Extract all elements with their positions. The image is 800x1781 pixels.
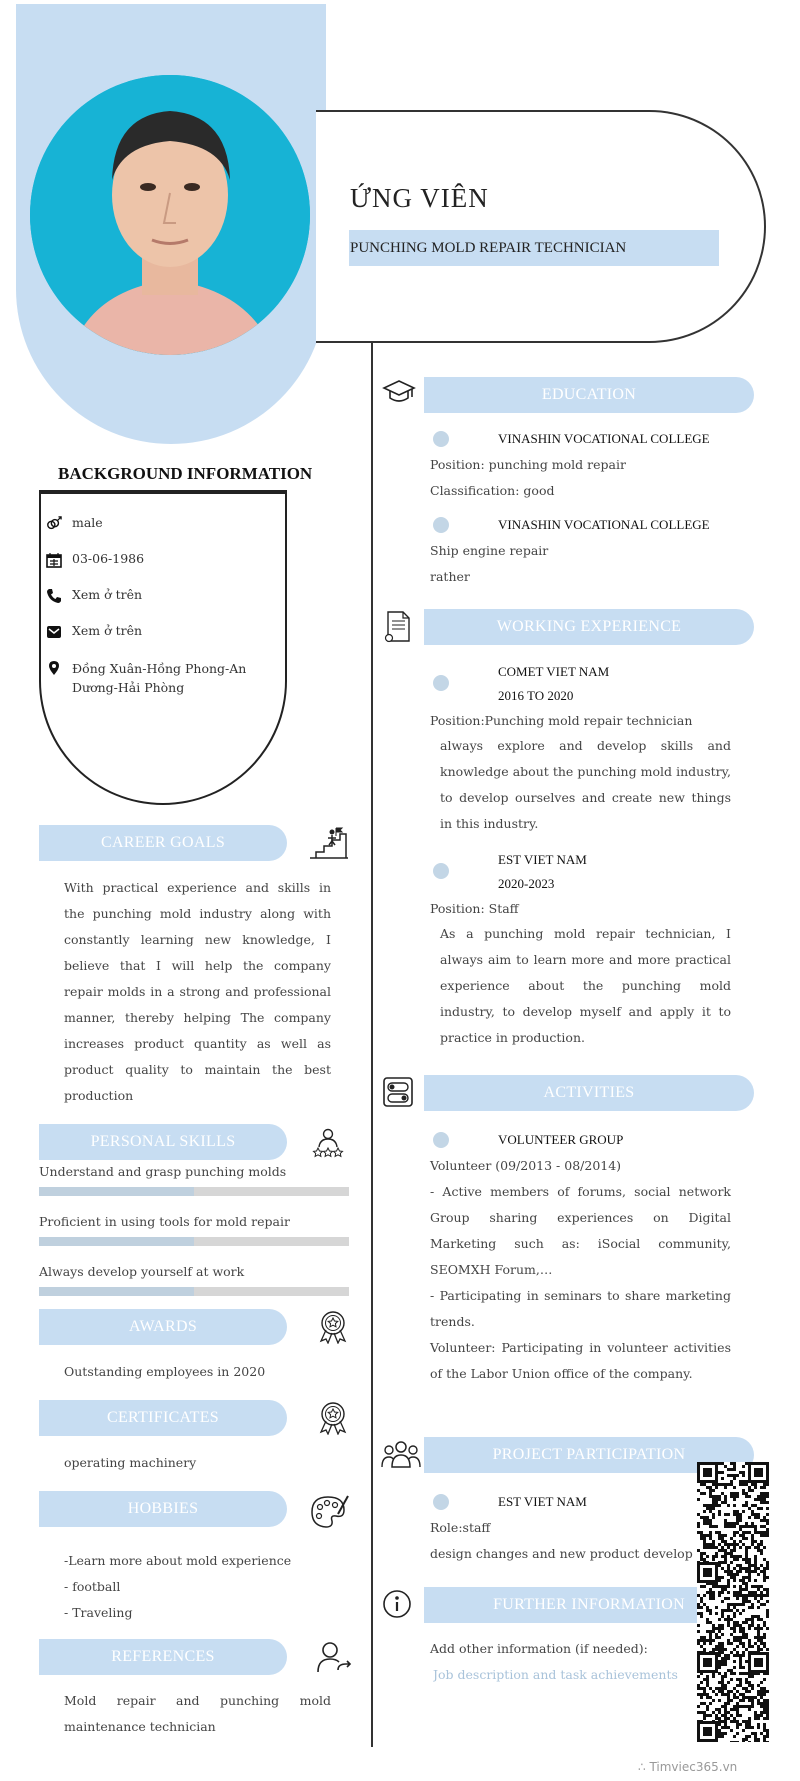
skill-bar-fill: [39, 1237, 194, 1246]
activity-role: Volunteer (09/2013 - 08/2014): [430, 1158, 622, 1173]
experience-position: Position:Punching mold repair technician: [430, 713, 693, 728]
calendar-icon: [46, 552, 62, 568]
gender-row: [46, 515, 276, 532]
phone-row: [46, 587, 276, 604]
education-header: EDUCATION: [424, 377, 754, 413]
awards-text: Outstanding employees in 2020: [64, 1364, 266, 1379]
qr-code-icon: [697, 1462, 769, 1742]
info-icon: [382, 1589, 412, 1619]
activities-toggle-icon: [382, 1076, 414, 1108]
skill-bar-fill: [39, 1187, 194, 1196]
background-info-frame: [39, 490, 287, 805]
experience-header: WORKING EXPERIENCE: [424, 609, 754, 645]
address-row: [46, 659, 276, 697]
gender-value: male: [72, 515, 103, 530]
activity-description: - Active members of forums, social network Group sharing experiences on Digital Marketing such as: iSocial community, SEOMXH Forum,…: [430, 1184, 731, 1277]
skill-bar: [39, 1187, 349, 1196]
references-text: Mold repair and punching mold maintenance technician: [64, 1693, 331, 1734]
skill-label: Understand and grasp punching molds: [39, 1164, 287, 1179]
experience-company: COMET VIET NAM: [498, 664, 610, 679]
experience-period: 2020-2023: [498, 876, 555, 891]
education-detail: Classification: good: [430, 483, 555, 498]
activity-description: - Participating in seminars to share marketing trends.: [430, 1288, 731, 1329]
candidate-name: ỨNG VIÊN: [350, 183, 489, 213]
birthday-row: [46, 551, 276, 568]
graduation-cap-icon: [382, 378, 416, 406]
education-detail: Ship engine repair: [430, 543, 549, 558]
references-header: REFERENCES: [39, 1639, 287, 1675]
experience-description: always explore and develop skills and knowledge about the punching mold industry, to develop ourselves and create new things in this industry.: [440, 738, 731, 831]
education-school: VINASHIN VOCATIONAL COLLEGE: [498, 517, 710, 532]
list-bullet: [433, 517, 449, 533]
list-bullet: [433, 863, 449, 879]
certificates-text: operating machinery: [64, 1455, 197, 1470]
paint-palette-icon: [308, 1494, 350, 1530]
background-info-title: BACKGROUND INFORMATION: [58, 464, 313, 483]
experience-period: 2016 TO 2020: [498, 688, 574, 703]
list-bullet: [433, 1494, 449, 1510]
award-medal-icon: [318, 1310, 348, 1344]
personal-skills-header: PERSONAL SKILLS: [39, 1124, 287, 1160]
list-bullet: [433, 1132, 449, 1148]
projects-header: PROJECT PARTICIPATION: [424, 1437, 754, 1473]
person-reference-icon: [316, 1640, 352, 1674]
candidate-photo: [30, 75, 310, 355]
education-detail: rather: [430, 569, 470, 584]
education-detail: Position: punching mold repair: [430, 457, 626, 472]
experience-position: Position: Staff: [430, 901, 519, 916]
goal-stairs-icon: [308, 826, 350, 860]
skill-bar-fill: [39, 1287, 194, 1296]
career-goals-text: With practical experience and skills in the punching mold industry along with constantly learning new knowledge, I believe that I will help the company repair molds in a strong and professional manner, thereby helping The company increases product quantity as well as product quality to maintain the best production: [64, 880, 331, 1103]
list-bullet: [433, 431, 449, 447]
education-school: VINASHIN VOCATIONAL COLLEGE: [498, 431, 710, 446]
skill-label: Always develop yourself at work: [39, 1264, 245, 1279]
project-role: Role:staff: [430, 1520, 491, 1535]
hobbies-header: HOBBIES: [39, 1491, 287, 1527]
job-title: PUNCHING MOLD REPAIR TECHNICIAN: [350, 240, 627, 256]
career-goals-header: CAREER GOALS: [39, 825, 287, 861]
person-stars-icon: [312, 1128, 344, 1158]
awards-header: AWARDS: [39, 1309, 287, 1345]
further-info-placeholder: Job description and task achievements: [433, 1667, 678, 1682]
address-value: Đồng Xuân-Hồng Phong-An Dương-Hải Phòng: [72, 661, 247, 695]
email-icon: [46, 624, 62, 640]
certificates-header: CERTIFICATES: [39, 1400, 287, 1436]
hobby-item: - football: [64, 1579, 121, 1594]
hobby-item: - Traveling: [64, 1605, 133, 1620]
activities-header: ACTIVITIES: [424, 1075, 754, 1111]
further-info-text: Add other information (if needed):: [430, 1641, 648, 1656]
certificate-medal-icon: [318, 1401, 348, 1435]
project-company: EST VIET NAM: [498, 1494, 587, 1509]
resume-document-icon: [383, 610, 413, 644]
candidate-portrait-icon: [30, 75, 310, 355]
hobby-item: -Learn more about mold experience: [64, 1553, 292, 1568]
experience-company: EST VIET NAM: [498, 852, 587, 867]
skill-bar: [39, 1237, 349, 1246]
experience-description: As a punching mold repair technician, I always aim to learn more and more practical experience about the punching mold industry, to develop myself and apply it to practice in production.: [440, 926, 731, 1045]
activity-description: Volunteer: Participating in volunteer activities of the Labor Union office of the company.: [430, 1340, 731, 1381]
skill-bar: [39, 1287, 349, 1296]
footer-brand: ∴ Timviec365.vn: [638, 1760, 738, 1774]
gender-icon: [46, 516, 62, 532]
email-value: Xem ở trên: [72, 623, 143, 638]
skill-label: Proficient in using tools for mold repair: [39, 1214, 290, 1229]
activity-organization: VOLUNTEER GROUP: [498, 1132, 624, 1147]
further-info-header: FURTHER INFORMATION: [424, 1587, 754, 1623]
team-group-icon: [380, 1438, 422, 1470]
email-row: [46, 623, 276, 640]
phone-value: Xem ở trên: [72, 587, 143, 602]
column-divider: [371, 342, 373, 1747]
phone-icon: [46, 588, 62, 604]
project-description: design changes and new product develop: [430, 1546, 693, 1561]
list-bullet: [433, 675, 449, 691]
birthday-value: 03-06-1986: [72, 551, 145, 566]
location-pin-icon: [46, 660, 62, 676]
title-frame: [316, 110, 766, 343]
